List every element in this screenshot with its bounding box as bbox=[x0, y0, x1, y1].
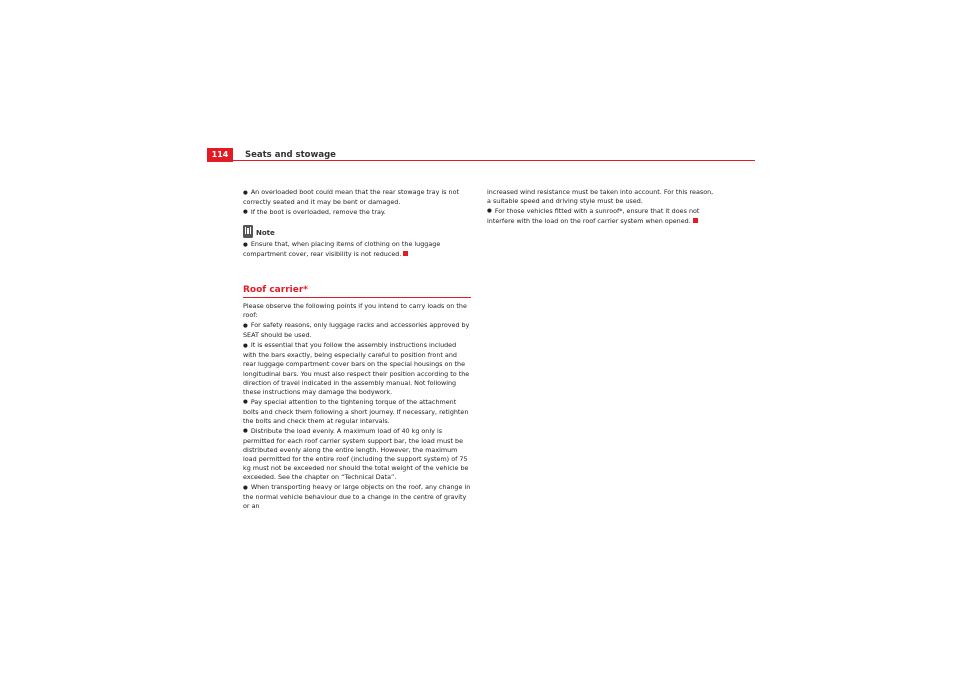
note-header bbox=[243, 224, 471, 238]
bullet-item: ● Pay special attention to the tightening torque of the attachment bolts and check them following a short journey. If necessary, retighten the bolts and check them at regular intervals. bbox=[243, 398, 471, 426]
note-icon bbox=[243, 225, 253, 238]
continuation-text: increased wind resistance must be taken into account. For this reason, a suitable speed and driving style must be used. bbox=[487, 188, 714, 206]
section-intro: Please observe the following points if you intend to carry loads on the roof: bbox=[243, 302, 467, 320]
bullet-item: ● If the boot is overloaded, remove the tray. bbox=[243, 208, 471, 218]
left-column bbox=[243, 188, 471, 512]
bullet-item: ● An overloaded boot could mean that the rear stowage tray is not correctly seated and it may be bent or damaged. bbox=[243, 188, 471, 207]
section-title-roof-carrier: Roof carrier* bbox=[243, 285, 471, 298]
bullet-item bbox=[487, 207, 719, 226]
note-bullet bbox=[243, 240, 471, 259]
bullet-item: ● When transporting heavy or large objects on the roof, any change in the normal vehicle behaviour due to a change in the centre of gravity or an bbox=[243, 483, 471, 511]
right-column bbox=[487, 188, 719, 227]
bullet-item: ● Distribute the load evenly. A maximum load of 40 kg only is permitted for each roof carrier system support bar, the load must be distributed evenly along the entire length. However, the maximum load permitted for the entire roof (including the support system) of 75 kg must not be exceeded nor should the total weight of the vehicle be exceeded. See the chapter on “Technical Data”. bbox=[243, 427, 471, 483]
section-body bbox=[243, 302, 471, 511]
bullet-item: ● It is essential that you follow the assembly instructions included with the bars exactly, being especially careful to position front and rear luggage compartment cover bars on the special housings on the longitudinal bars. You must also respect their position according to the direction of travel indicated in the assembly manual. Not following these instructions may damage the bodywork. bbox=[243, 341, 471, 397]
note-label: Note bbox=[256, 229, 275, 238]
end-of-section-icon bbox=[403, 251, 408, 256]
bullet-text: For those vehicles fitted with a sunroof*, ensure that it does not interfere with the load on the roof carrier system when opened. bbox=[487, 206, 700, 226]
page-number: 114 bbox=[207, 148, 233, 162]
page-header-title: Seats and stowage bbox=[245, 150, 336, 160]
header-divider bbox=[207, 160, 755, 161]
note-bullet-text: Ensure that, when placing items of clothing on the luggage compartment cover, rear visibility is not reduced. bbox=[243, 240, 441, 259]
end-of-section-icon bbox=[693, 218, 698, 223]
bullet-item: ● For safety reasons, only luggage racks and accessories approved by SEAT should be used. bbox=[243, 321, 471, 340]
